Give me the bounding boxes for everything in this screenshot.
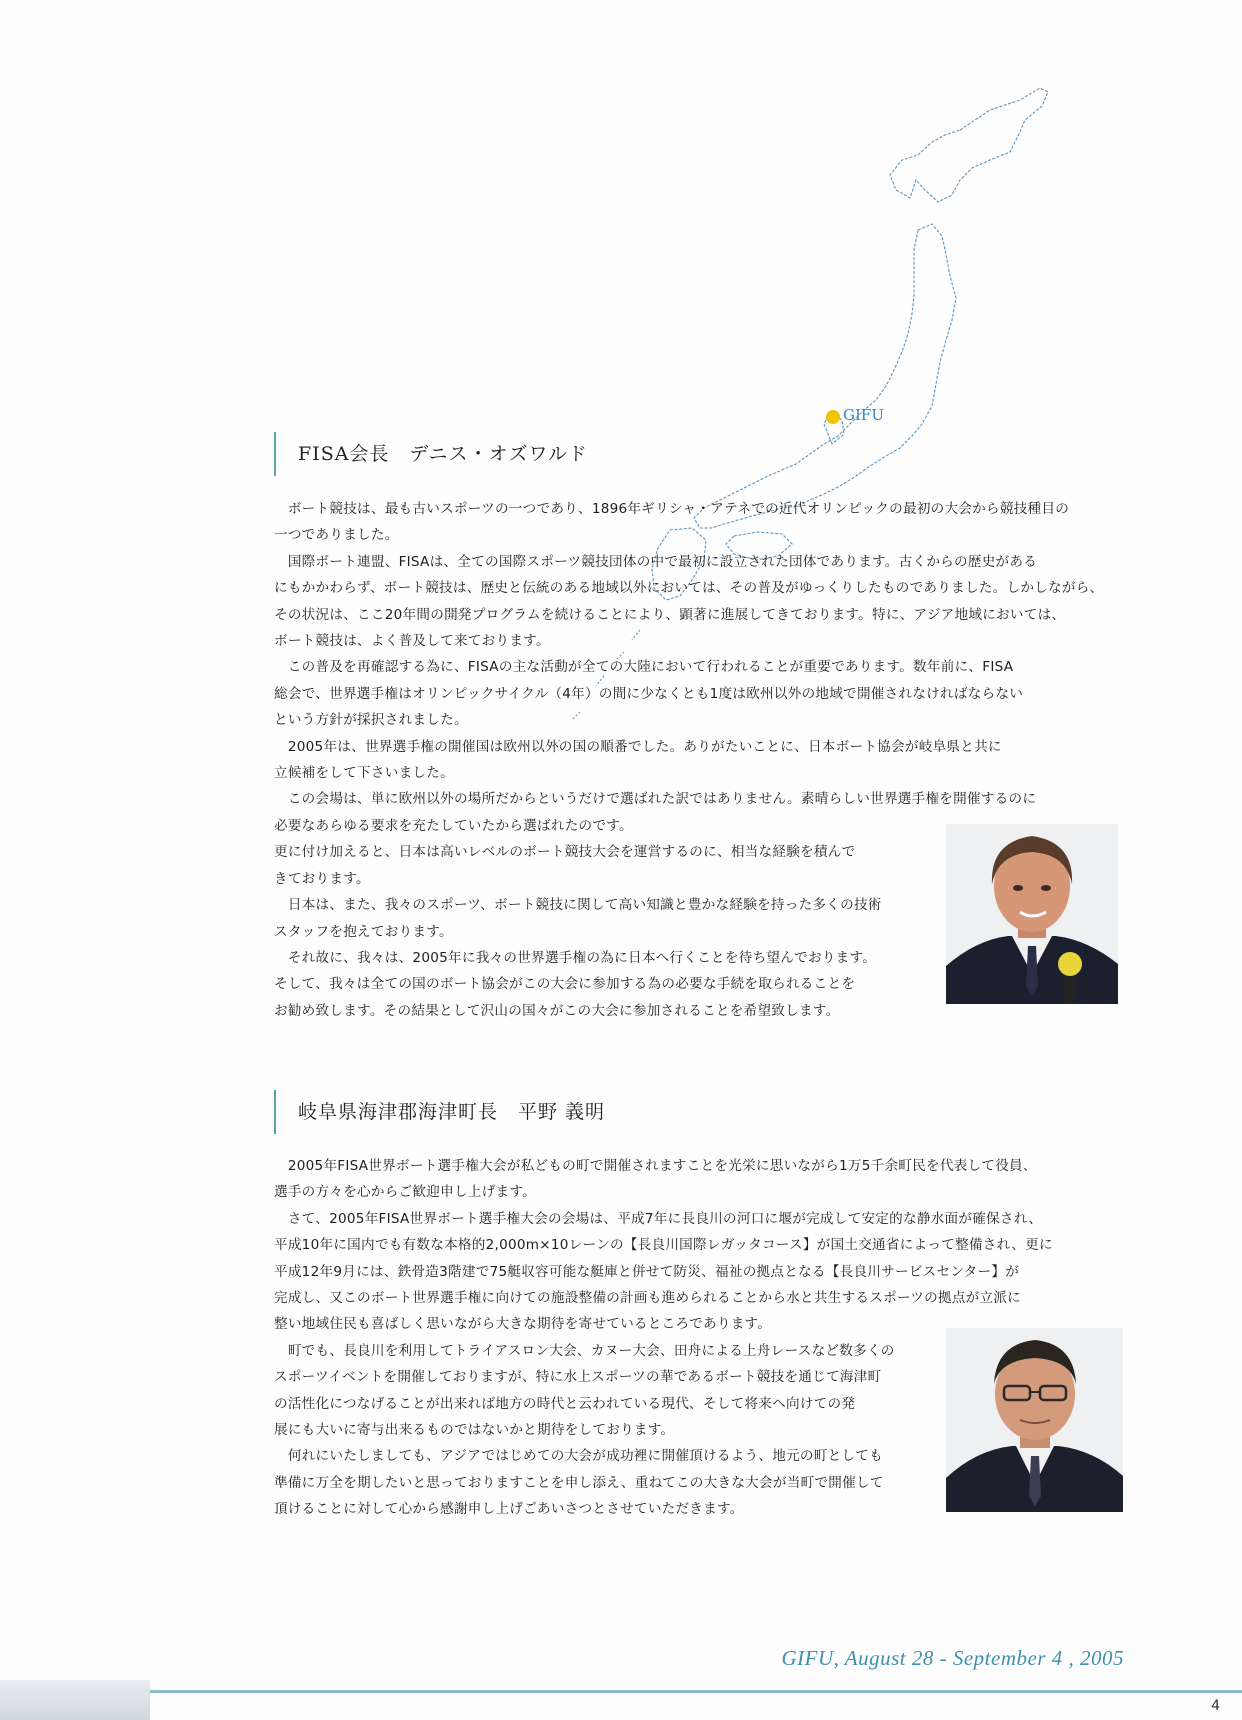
text-line: 総会で、世界選手権はオリンピックサイクル（4年）の間に少なくとも1度は欧州以外の地域で開催されなければならない	[274, 685, 1024, 702]
kaizu-mayor-photo	[946, 1328, 1123, 1512]
hokkaido-outline	[890, 88, 1048, 202]
gifu-map-label: GIFU	[843, 406, 884, 424]
text-line: 頂けることに対して心から感謝申し上げごあいさつとさせていただきます。	[274, 1501, 744, 1518]
text-line: さて、2005年FISA世界ボート選手権大会の会場は、平成7年に長良川の河口に堰が完成して安定的な静水面が確保され、	[274, 1210, 1043, 1227]
kaizu-mayor-message	[274, 1153, 1053, 1523]
page-number: 4	[1211, 1698, 1220, 1714]
text-line: 町でも、長良川を利用してトライアスロン大会、カヌー大会、田舟による上舟レースなど数多くの	[274, 1342, 895, 1359]
text-line: この会場は、単に欧州以外の場所だからというだけで選ばれた訳ではありません。素晴らしい世界選手権を開催するのに	[274, 791, 1037, 808]
text-line: という方針が採択されました。	[274, 712, 468, 729]
footer-rule	[0, 1690, 1242, 1693]
text-line: ボート競技は、よく普及して来ております。	[274, 633, 550, 650]
text-line: それ故に、我々は、2005年に我々の世界選手権の為に日本へ行くことを待ち望んでおります。	[274, 949, 877, 966]
text-line: 選手の方々を心からご歓迎申し上げます。	[274, 1184, 536, 1201]
text-line: 何れにいたしましても、アジアではじめての大会が成功裡に開催頂けるよう、地元の町としても	[274, 1448, 883, 1465]
text-line: そして、我々は全ての国のボート協会がこの大会に参加する為の必要な手続を取られることを	[274, 976, 856, 993]
text-line: 完成し、又このボート世界選手権に向けての施設整備の計画も進められることから水と共生するスポーツの拠点が立派に	[274, 1290, 1022, 1307]
text-line: 必要なあらゆる要求を充たしていたから選ばれたのです。	[274, 817, 633, 834]
fisa-president-heading: FISA会長 デニス・オズワルド	[274, 432, 588, 476]
event-dates-footer: GIFU, August 28 - September 4 , 2005	[781, 1646, 1124, 1670]
text-line: 展にも大いに寄与出来るものではないかと期待をしております。	[274, 1422, 675, 1439]
text-line: スタッフを抱えております。	[274, 923, 453, 940]
text-line: 立候補をして下さいました。	[274, 765, 454, 782]
text-line: ボート競技は、最も古いスポーツの一つであり、1896年ギリシャ・アテネでの近代オリンピックの最初の大会から競技種目の	[274, 501, 1070, 517]
text-line: 国際ボート連盟、FISAは、全ての国際スポーツ競技団体の中で最初に設立された団体であります。古くからの歴史がある	[274, 553, 1038, 570]
text-line: 平成12年9月には、鉄骨造3階建で75艇収容可能な艇庫と併せて防災、福祉の拠点となる【長良川サービスセンター】が	[274, 1263, 1020, 1280]
text-line: この普及を再確認する為に、FISAの主な活動が全ての大陸において行われることが重要であります。数年前に、FISA	[274, 659, 1014, 676]
kaizu-mayor-heading: 岐阜県海津郡海津町長 平野 義明	[274, 1090, 605, 1134]
text-line: 2005年は、世界選手権の開催国は欧州以外の国の順番でした。ありがたいことに、日本ボート協会が岐阜県と共に	[274, 738, 1002, 755]
text-line: 日本は、また、我々のスポーツ、ボート競技に関して高い知識と豊かな経験を持った多くの技術	[274, 897, 882, 914]
text-line: 更に付け加えると、日本は高いレベルのボート競技大会を運営するのに、相当な経験を積んで	[274, 844, 856, 861]
text-line: にもかかわらず、ボート競技は、歴史と伝統のある地域以外においては、その普及がゆっくりしたものでありました。しかしながら、	[274, 580, 1104, 597]
text-line: 準備に万全を期したいと思っておりますことを申し添え、重ねてこの大きな大会が当町で開催して	[274, 1474, 884, 1491]
text-line: お勧め致します。その結果として沢山の国々がこの大会に参加されることを希望致します。	[274, 1002, 840, 1019]
text-line: きております。	[274, 870, 370, 887]
text-line: 平成10年に国内でも有数な本格的2,000m×10レーンの【長良川国際レガッタコース】が国土交通省によって整備され、更に	[274, 1237, 1053, 1254]
text-line: の活性化につなげることが出来れば地方の時代と云われている現代、そして将来へ向けての発	[274, 1395, 856, 1412]
text-line: その状況は、ここ20年間の開発プログラムを続けることにより、顕著に進展してきております。特に、アジア地域においては、	[274, 606, 1066, 623]
honshu-outline	[694, 224, 956, 528]
fisa-president-photo	[946, 824, 1118, 1004]
text-line: 一つでありました。	[274, 527, 399, 544]
scan-edge	[0, 1680, 150, 1720]
text-line: 整い地域住民も喜ばしく思いながら大きな期待を寄せているところであります。	[274, 1316, 772, 1333]
text-line: スポーツイベントを開催しておりますが、特に水上スポーツの華であるボート競技を通じて海津町	[274, 1369, 882, 1386]
text-line: 2005年FISA世界ボート選手権大会が私どもの町で開催されますことを光栄に思いながら1万5千余町民を代表して役員、	[274, 1158, 1037, 1174]
gifu-location-marker	[826, 410, 840, 424]
